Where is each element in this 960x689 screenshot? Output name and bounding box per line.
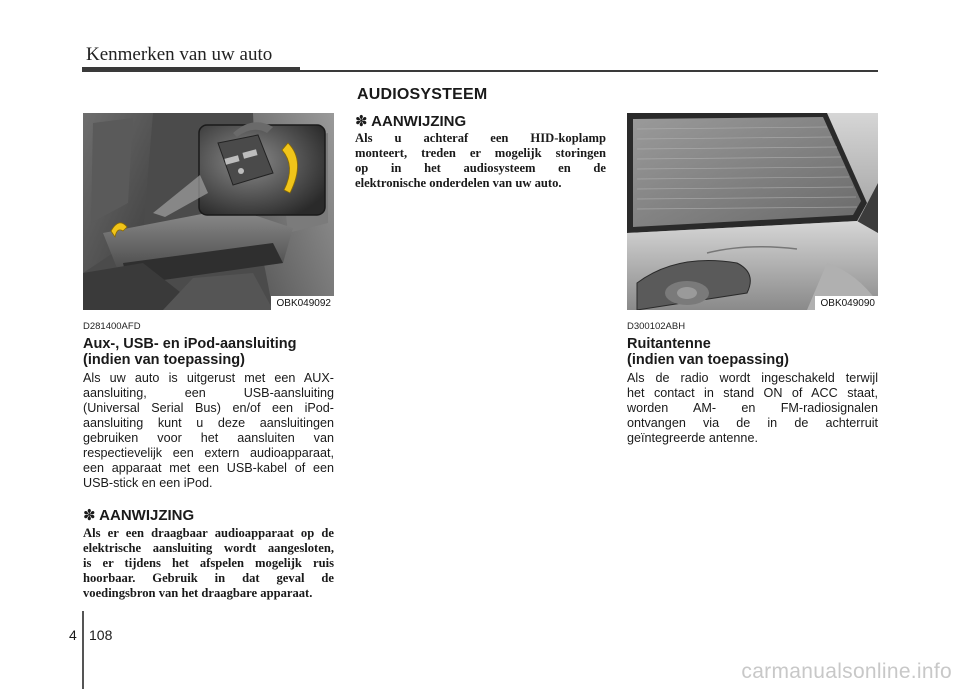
watermark: carmanualsonline.info <box>741 660 952 683</box>
header-bar <box>82 67 300 72</box>
rear-window-antenna-figure <box>627 113 878 310</box>
aux-usb-ipod-figure <box>83 113 334 310</box>
text-line: gebruiken voor het aansluiten van <box>83 431 334 445</box>
text-line: respectievelijk een extern audioapparaat, <box>83 446 334 460</box>
car-rear-illustration <box>627 113 878 310</box>
figure-caption: OBK049092 <box>271 296 335 310</box>
text-line: ontvangen via de in de achterruit <box>627 416 878 430</box>
figure-caption: OBK049090 <box>815 296 879 310</box>
text-line: is er tijdens het afspelen mogelijk ruis <box>83 556 334 570</box>
text-line: Als de radio wordt ingeschakeld terwijl <box>627 371 878 385</box>
heading-line: Ruitantenne <box>627 336 711 352</box>
text-line: monteert, treden er mogelijk storingen <box>355 146 606 160</box>
chapter-title: Kenmerken van uw auto <box>86 44 273 65</box>
text-line: Als u achteraf een HID-koplamp <box>355 131 606 145</box>
chapter-number: 4 <box>69 627 77 643</box>
page-number: 108 <box>89 627 113 643</box>
section-code: D300102ABH <box>627 321 686 332</box>
section-heading <box>83 336 334 368</box>
body-paragraph <box>627 371 878 446</box>
note-heading: ✽ AANWIJZING <box>83 507 195 524</box>
text-line: een apparaat met een USB-kabel of een <box>83 461 334 475</box>
text-line: worden AM- en FM-radiosignalen <box>627 401 878 415</box>
text-line: elektrische aansluiting wordt aangesloten, <box>83 541 334 555</box>
text-line: elektronische onderdelen van uw auto. <box>355 176 562 190</box>
note-paragraph <box>83 526 334 601</box>
text-line: aansluiting kunt u deze aansluitingen <box>83 416 334 430</box>
heading-line: (indien van toepassing) <box>627 352 789 368</box>
text-line: op in het audiosysteem en de <box>355 161 606 175</box>
text-line: geïntegreerde antenne. <box>627 431 758 445</box>
heading-line: Aux-, USB- en iPod-aansluiting <box>83 336 297 352</box>
text-line: Als er een draagbaar audioapparaat op de <box>83 526 334 540</box>
body-paragraph <box>83 371 334 491</box>
text-line: Als uw auto is uitgerust met een AUX- <box>83 371 334 385</box>
text-line: (Universal Serial Bus) en/of een iPod- <box>83 401 334 415</box>
section-title: AUDIOSYSTEEM <box>357 86 488 103</box>
text-line: aansluiting, een USB-aansluiting <box>83 386 334 400</box>
armrest-illustration <box>83 113 334 310</box>
section-heading <box>627 336 878 368</box>
footer-divider <box>82 611 84 689</box>
heading-line: (indien van toepassing) <box>83 352 245 368</box>
text-line: hoorbaar. Gebruik in dat geval de <box>83 571 334 585</box>
text-line: voedingsbron van het draagbare apparaat. <box>83 586 313 600</box>
text-line: USB-stick en een iPod. <box>83 476 213 490</box>
text-line: het contact in stand ON of ACC staat, <box>627 386 878 400</box>
note-paragraph <box>355 131 606 191</box>
note-heading: ✽ AANWIJZING <box>355 113 467 130</box>
header-rule <box>300 70 878 72</box>
section-code: D281400AFD <box>83 321 141 332</box>
